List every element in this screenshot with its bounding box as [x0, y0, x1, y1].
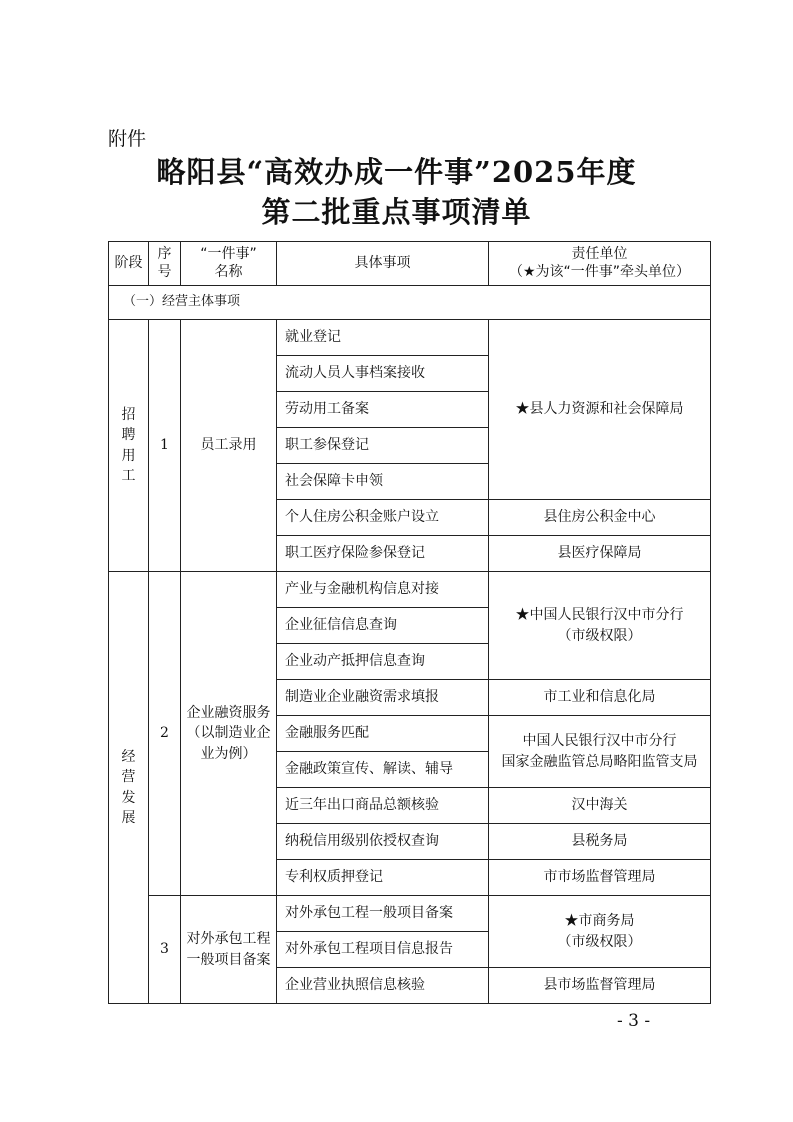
item-cell: 企业动产抵押信息查询	[277, 644, 489, 680]
header-stage: 阶段	[109, 242, 149, 286]
unit-cell: 县住房公积金中心	[489, 500, 711, 536]
section-title: （一）经营主体事项	[109, 286, 711, 320]
header-unit-line: （★为该“一件事”牵头单位）	[508, 263, 691, 280]
stage-cell	[109, 320, 149, 572]
name-cell	[181, 320, 277, 572]
name-line: 对外承包工程	[186, 931, 271, 948]
stage-char: 聘	[121, 427, 136, 444]
stage-char: 用	[121, 447, 136, 464]
item-cell: 职工医疗保险参保登记	[277, 536, 489, 572]
item-cell: 社会保障卡申领	[277, 464, 489, 500]
unit-cell: 市市场监督管理局	[489, 860, 711, 896]
unit-line: ★县人力资源和社会保障局	[515, 401, 684, 418]
seq-cell: 2	[149, 572, 181, 896]
name-line: 业为例）	[200, 745, 257, 762]
name-line: 员工录用	[200, 437, 257, 454]
header-unit	[489, 242, 711, 286]
unit-cell	[489, 896, 711, 968]
page-number: - 3 -	[617, 1011, 651, 1031]
stage-char: 展	[121, 809, 136, 826]
name-line: （以制造业企	[186, 725, 271, 742]
table-row	[109, 896, 711, 932]
unit-line: ★中国人民银行汉中市分行	[515, 607, 684, 624]
unit-cell	[489, 572, 711, 680]
stage-char: 营	[121, 769, 136, 786]
item-cell: 企业营业执照信息核验	[277, 968, 489, 1004]
unit-cell: 市工业和信息化局	[489, 680, 711, 716]
item-cell: 流动人员人事档案接收	[277, 356, 489, 392]
unit-cell: 县市场监督管理局	[489, 968, 711, 1004]
stage-char: 经	[121, 748, 136, 765]
header-unit-line: 责任单位	[571, 246, 628, 262]
table-header-row	[109, 242, 711, 286]
name-cell	[181, 572, 277, 896]
unit-line: ★市商务局	[564, 913, 635, 930]
section-row	[109, 286, 711, 320]
item-cell: 对外承包工程项目信息报告	[277, 932, 489, 968]
seq-cell: 3	[149, 896, 181, 1004]
name-line: 企业融资服务	[186, 705, 271, 722]
item-cell: 产业与金融机构信息对接	[277, 572, 489, 608]
item-cell: 职工参保登记	[277, 428, 489, 464]
stage-char: 发	[121, 789, 136, 806]
seq-cell: 1	[149, 320, 181, 572]
item-cell: 纳税信用级别依授权查询	[277, 824, 489, 860]
unit-cell	[489, 716, 711, 788]
header-seq-line: 序	[157, 246, 172, 262]
item-cell: 企业征信信息查询	[277, 608, 489, 644]
stage-char: 招	[121, 406, 136, 423]
attachment-label: 附件	[108, 128, 147, 150]
header-seq-line: 号	[157, 263, 172, 280]
unit-cell: 县税务局	[489, 824, 711, 860]
item-cell: 近三年出口商品总额核验	[277, 788, 489, 824]
item-cell: 个人住房公积金账户设立	[277, 500, 489, 536]
item-cell: 对外承包工程一般项目备案	[277, 896, 489, 932]
stage-char: 工	[121, 467, 136, 484]
name-cell	[181, 896, 277, 1004]
item-cell: 专利权质押登记	[277, 860, 489, 896]
name-line: 一般项目备案	[186, 951, 271, 968]
item-cell: 金融政策宣传、解读、辅导	[277, 752, 489, 788]
item-cell: 就业登记	[277, 320, 489, 356]
key-items-table	[108, 241, 711, 1004]
item-cell: 制造业企业融资需求填报	[277, 680, 489, 716]
unit-cell	[489, 320, 711, 500]
item-cell: 劳动用工备案	[277, 392, 489, 428]
document-subtitle: 第二批重点事项清单	[261, 195, 532, 229]
stage-cell	[109, 572, 149, 1004]
unit-cell: 县医疗保障局	[489, 536, 711, 572]
unit-line: （市级权限）	[557, 933, 642, 950]
unit-line: 中国人民银行汉中市分行	[522, 733, 677, 750]
header-item: 具体事项	[277, 242, 489, 286]
header-seq	[149, 242, 181, 286]
header-name-line: 名称	[214, 263, 243, 280]
unit-cell: 汉中海关	[489, 788, 711, 824]
item-cell: 金融服务匹配	[277, 716, 489, 752]
unit-line: （市级权限）	[557, 627, 642, 644]
table-row	[109, 320, 711, 356]
unit-line: 国家金融监管总局略阳监管支局	[501, 753, 698, 770]
header-name-line: “一件事”	[200, 246, 257, 262]
document-title: 略阳县“高效办成一件事”2025年度	[156, 155, 637, 189]
table-row	[109, 572, 711, 608]
header-name	[181, 242, 277, 286]
